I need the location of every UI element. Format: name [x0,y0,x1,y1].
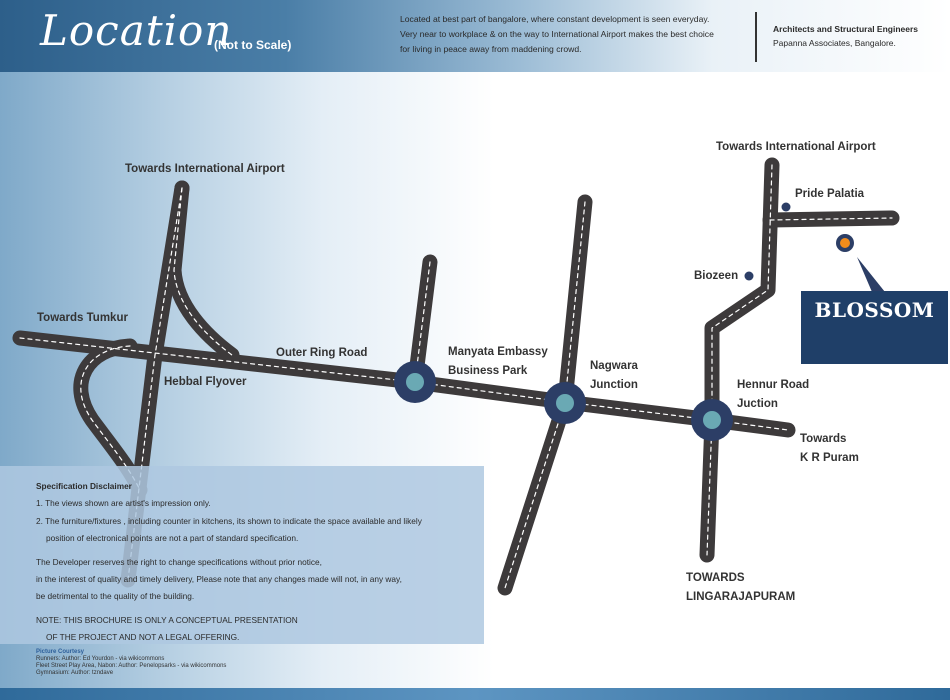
nagwara-junction-marker [544,382,586,424]
picture-courtesy-line: Gymnasium: Author: tzndave [36,670,114,676]
label-outer-ring-road: Outer Ring Road [276,347,368,359]
hennur-junction-marker [691,399,733,441]
picture-courtesy-heading: Picture Courtesy [36,649,85,655]
label-lingarajapuram-line1: TOWARDS [686,572,745,584]
picture-courtesy [36,649,226,677]
label-biozeen: Biozeen [694,270,739,282]
disclaimer-line: 2. The furniture/fixtures , including counter in kitchens, its shown to indicate the space available and likely [36,515,422,526]
disclaimer-line: be detrimental to the quality of the building. [36,591,195,602]
label-towards-airport-right: Towards International Airport [716,141,876,153]
disclaimer-line: The Developer reserves the right to change specifications without prior notice, [36,556,322,567]
footer-bar [0,688,950,700]
intro-line: Located at best part of bangalore, where constant development is seen everyday. [400,14,710,24]
manyata-junction-marker [394,361,436,403]
disclaimer-line: 1. The views shown are artist's impression only. [36,498,211,509]
biozeen-dot [745,272,754,281]
label-nagwara-line2: Junction [590,379,638,391]
pride-palatia-dot [782,203,791,212]
disclaimer-note: OF THE PROJECT AND NOT A LEGAL OFFERING. [46,632,240,643]
hennur-road [707,165,772,555]
label-lingarajapuram-line2: LINGARAJAPURAM [686,591,796,603]
label-pride-palatia: Pride Palatia [795,188,865,200]
picture-courtesy-line: Runners: Author: Ed Yourdon - via wikicommons [36,656,165,662]
label-kr-puram-line1: Towards [800,433,847,445]
intro-line: Very near to workplace & on the way to International Airport makes the best choice [400,29,714,39]
label-manyata-line2: Business Park [448,365,528,377]
disclaimer-text [36,478,486,647]
label-kr-puram-line2: K R Puram [800,452,859,464]
label-hebbal-flyover: Hebbal Flyover [164,376,247,388]
credits-line: Architects and Structural Engineers [773,24,919,34]
credits-line: Papanna Associates, Bangalore. [773,38,896,48]
hebbal-flyover-ramp [174,188,232,355]
blossom-callout-pointer [857,257,885,292]
label-nagwara-line1: Nagwara [590,360,638,372]
page-subtitle: (Not to Scale) [214,38,292,52]
label-manyata-line1: Manyata Embassy [448,346,548,358]
disclaimer-heading: Specification Disclaimer [36,481,132,491]
disclaimer-line: in the interest of quality and timely delivery, Please note that any changes made will not, in any way, [36,574,402,585]
label-towards-airport-left: Towards International Airport [125,163,285,175]
picture-courtesy-line: Fleet Street Play Area, Nabon: Author: Penelopsarks - via wikicommons [36,663,227,669]
label-hennur-line2: Juction [737,398,778,410]
page-title: Location [40,6,233,55]
intro-line: for living in peace away from maddening crowd. [400,44,582,54]
label-towards-tumkur: Towards Tumkur [37,312,128,324]
disclaimer-note: NOTE: THIS BROCHURE IS ONLY A CONCEPTUAL PRESENTATION [36,614,298,625]
label-hennur-line1: Hennur Road [737,379,810,391]
blossom-label: BLOSSOM [814,298,935,322]
disclaimer-line: position of electronical points are not a part of standard specification. [46,533,299,544]
blossom-location-marker [836,234,854,252]
